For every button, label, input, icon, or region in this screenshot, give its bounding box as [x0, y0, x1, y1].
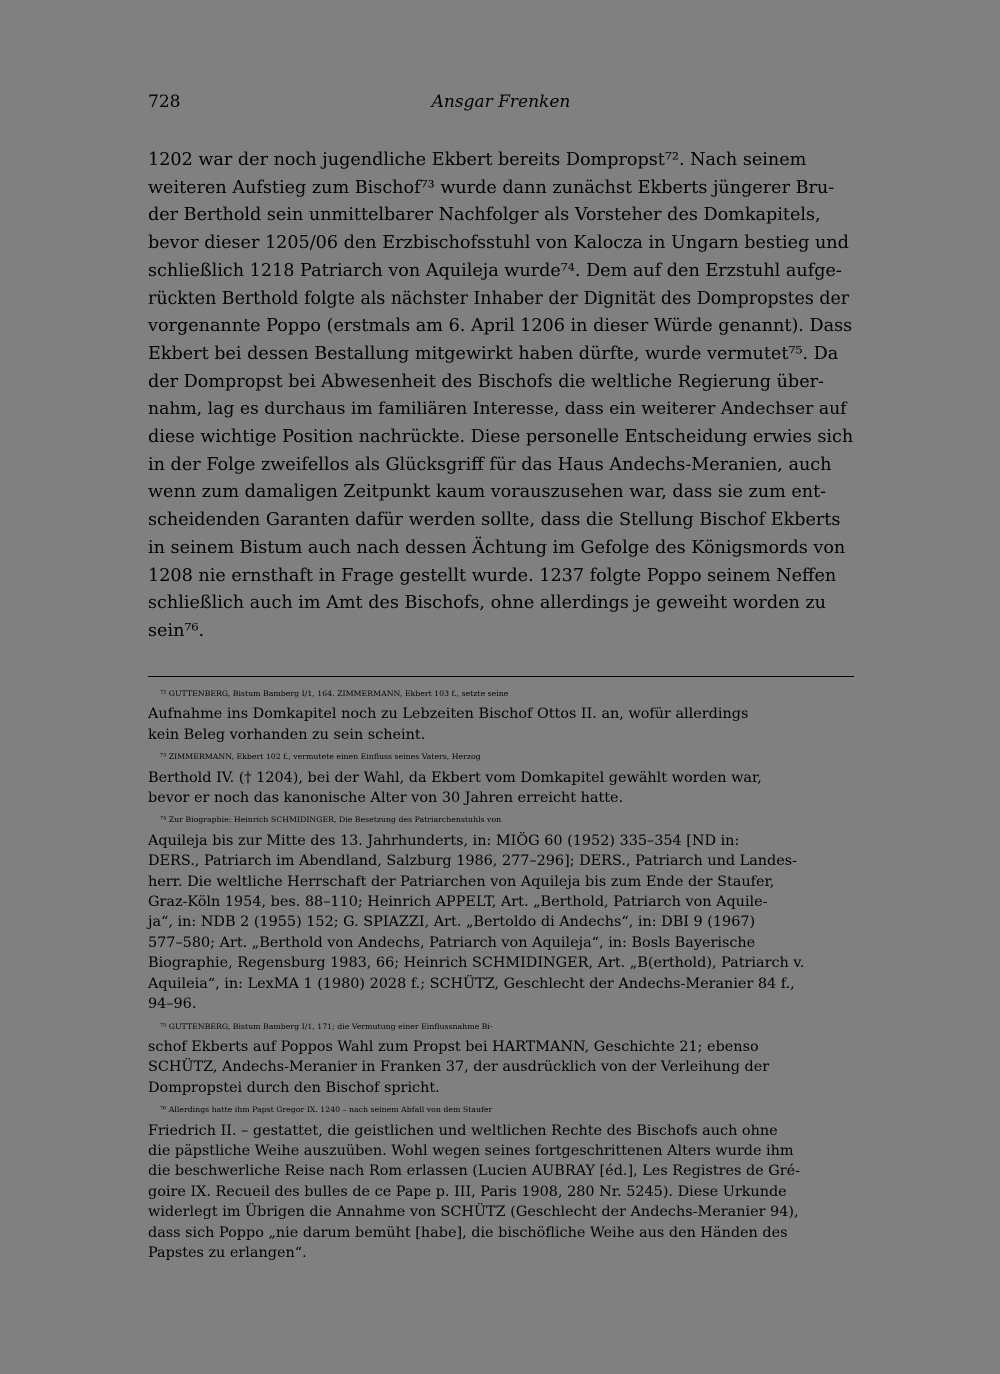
footnote-line: Aufnahme ins Domkapitel noch zu Lebzeiten Bischof Ottos II. an, wofür allerdings [148, 706, 749, 723]
footnote-line: Friedrich II. – gestattet, die geistlichen und weltlichen Rechte des Bischofs auch ohne [148, 1122, 778, 1139]
page-number: 728 [148, 92, 181, 112]
body-line: schließlich auch im Amt des Bischofs, ohne allerdings je geweiht worden zu [148, 593, 827, 614]
footnote-line: 94–96. [148, 996, 197, 1013]
footnote-line: Biographie, Regensburg 1983, 66; Heinrich SCHMIDINGER, Art. „B(erthold), Patriarch v. [148, 955, 805, 972]
footnote-line: ⁷⁴ Zur Biographie: Heinrich SCHMIDINGER, Die Besetzung des Patriarchenstuhls von [160, 815, 502, 825]
body-line: rückten Berthold folgte als nächster Inhaber der Dignität des Dompropstes der [148, 288, 850, 309]
footnote-line: Graz-Köln 1954, bes. 88–110; Heinrich APPELT, Art. „Berthold, Patriarch von Aquile- [148, 894, 768, 911]
main-text [148, 147, 854, 646]
footnote-line: widerlegt im Übrigen die Annahme von SCHÜTZ (Geschlecht der Andechs-Meranier 94), [148, 1204, 799, 1221]
footnote-line: SCHÜTZ, Andechs-Meranier in Franken 37, der ausdrücklich von der Verleihung der [148, 1059, 770, 1076]
footnote-line: ⁷³ ZIMMERMANN, Ekbert 102 f., vermutete einen Einfluss seines Vaters, Herzog [160, 752, 481, 762]
body-line: 1208 nie ernsthaft in Frage gestellt wurde. 1237 folgte Poppo seinem Neffen [148, 565, 837, 586]
footnote-separator [148, 676, 854, 677]
page-header [148, 92, 854, 120]
body-line: diese wichtige Position nachrückte. Diese personelle Entscheidung erwies sich [148, 427, 854, 448]
body-line-last: sein⁷⁶. [148, 620, 205, 641]
footnote-line: ⁷⁵ GUTTENBERG, Bistum Bamberg I/1, 171; die Vermutung einer Einflussnahme Bi- [160, 1021, 493, 1031]
body-line: 1202 war der noch jugendliche Ekbert bereits Dompropst⁷². Nach seinem [148, 150, 807, 170]
footnote-73 [148, 747, 854, 808]
footnote-line: Aquileia“, in: LexMA 1 (1980) 2028 f.; SCHÜTZ, Geschlecht der Andechs-Meranier 84 f., [148, 975, 795, 992]
body-line: weiteren Aufstieg zum Bischof⁷³ wurde dann zunächst Ekberts jüngerer Bru- [148, 177, 835, 198]
footnote-line: Papstes zu erlangen“. [148, 1244, 307, 1261]
body-line: bevor dieser 1205/06 den Erzbischofsstuhl von Kalocza in Ungarn bestieg und [148, 233, 849, 254]
body-line: der Dompropst bei Abwesenheit des Bischofs die weltliche Regierung über- [148, 371, 824, 392]
footnote-line: 577–580; Art. „Berthold von Andechs, Patriarch von Aquileja“, in: Bosls Bayerische [148, 934, 756, 951]
body-line: in der Folge zweifellos als Glücksgriff für das Haus Andechs-Meranien, auch [148, 454, 832, 475]
body-line: Ekbert bei dessen Bestallung mitgewirkt haben dürfte, wurde vermutet⁷⁵. Da [148, 343, 839, 364]
body-line: wenn zum damaligen Zeitpunkt kaum vorauszusehen war, dass sie zum ent- [148, 482, 827, 503]
footnote-line: DERS., Patriarch im Abendland, Salzburg 1986, 277–296]; DERS., Patriarch und Landes- [148, 853, 798, 870]
footnote-line: ⁷² GUTTENBERG, Bistum Bamberg I/1, 164. ZIMMERMANN, Ekbert 103 f., setzte seine [160, 689, 509, 698]
footnote-line: schof Ekberts auf Poppos Wahl zum Propst bei HARTMANN, Geschichte 21; ebenso [148, 1038, 759, 1055]
body-line: der Berthold sein unmittelbarer Nachfolger als Vorsteher des Domkapitels, [148, 205, 821, 226]
footnote-line: goire IX. Recueil des bulles de ce Pape p. III, Paris 1908, 280 Nr. 5245). Diese Urkunde [148, 1183, 787, 1200]
footnote-72 [148, 684, 854, 745]
footnote-line: Aquileja bis zur Mitte des 13. Jahrhunderts, in: MIÖG 60 (1952) 335–354 [ND in: [148, 832, 740, 849]
footnotes [148, 684, 854, 1265]
footnote-line: herr. Die weltliche Herrschaft der Patriarchen von Aquileja bis zum Ende der Staufer, [148, 873, 775, 890]
footnote-74 [148, 810, 854, 1014]
footnote-75 [148, 1017, 854, 1099]
footnote-76 [148, 1100, 854, 1263]
footnote-line: Dompropstei durch den Bischof spricht. [148, 1079, 440, 1096]
running-title: Ansgar Frenken [431, 92, 571, 112]
body-line: scheidenden Garanten dafür werden sollte, dass die Stellung Bischof Ekberts [148, 510, 841, 531]
footnote-line: kein Beleg vorhanden zu sein scheint. [148, 726, 426, 743]
footnote-line: ja“, in: NDB 2 (1955) 152; G. SPIAZZI, Art. „Bertoldo di Andechs“, in: DBI 9 (1967) [148, 914, 756, 931]
body-line: vorgenannte Poppo (erstmals am 6. April 1206 in dieser Würde genannt). Dass [148, 316, 853, 337]
footnote-line: die beschwerliche Reise nach Rom erlassen (Lucien AUBRAY [éd.], Les Registres de Gré- [148, 1163, 801, 1180]
footnote-line: bevor er noch das kanonische Alter von 30 Jahren erreicht hatte. [148, 790, 624, 807]
footnote-line: ⁷⁶ Allerdings hatte ihm Papst Gregor IX. 1240 – nach seinem Abfall von dem Staufer [160, 1105, 493, 1115]
footnote-line: die päpstliche Weihe auszuüben. Wohl wegen seines fortgeschrittenen Alters wurde ihm [148, 1142, 794, 1159]
body-line: schließlich 1218 Patriarch von Aquileja wurde⁷⁴. Dem auf den Erzstuhl aufge- [148, 260, 842, 281]
body-line: in seinem Bistum auch nach dessen Ächtung im Gefolge des Königsmords von [148, 537, 846, 558]
footnote-line: Berthold IV. († 1204), bei der Wahl, da Ekbert vom Domkapitel gewählt worden war, [148, 769, 762, 786]
footnote-line: dass sich Poppo „nie darum bemüht [habe], die bischöfliche Weihe aus den Händen des [148, 1224, 788, 1241]
body-line: nahm, lag es durchaus im familiären Interesse, dass ein weiterer Andechser auf [148, 399, 847, 420]
